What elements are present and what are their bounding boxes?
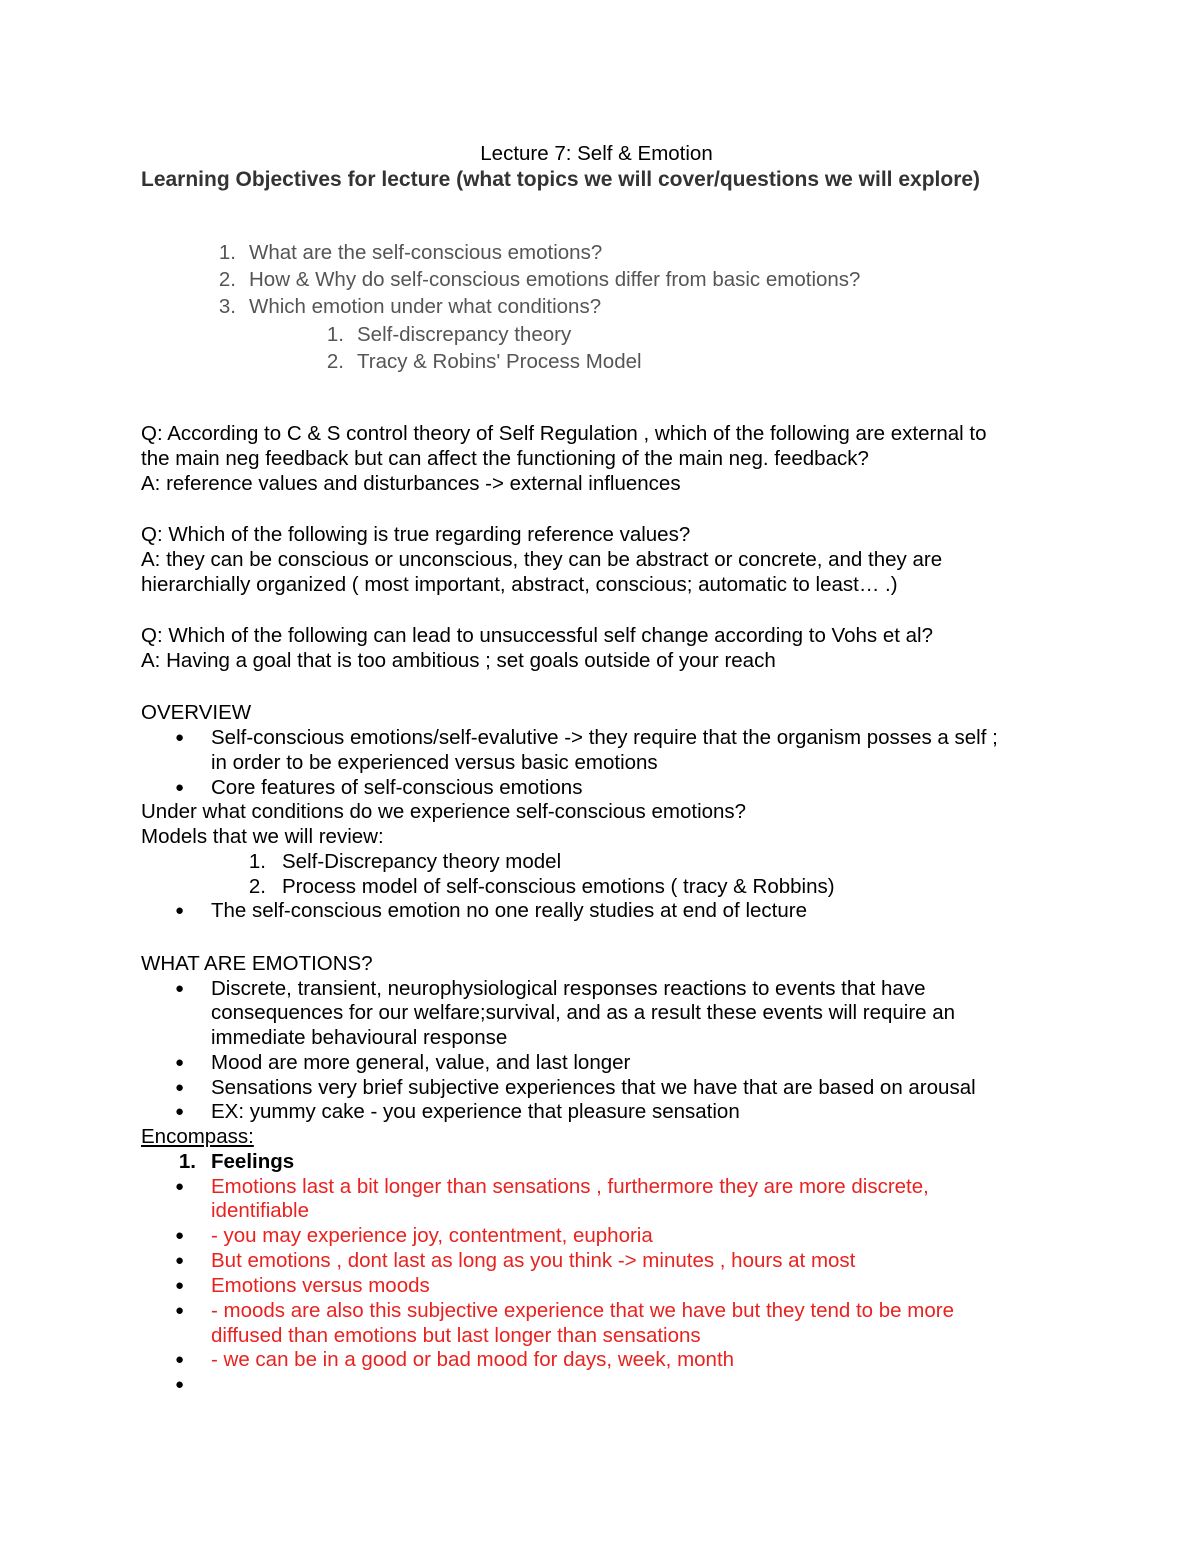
sub-objective-item: Tracy & Robins' Process Model [357,350,642,373]
list-item: The self-conscious emotion no one really studies at end of lecture [211,899,807,922]
answer-text: A: Having a goal that is too ambitious ; set goals outside of your reach [141,649,776,672]
objective-item: How & Why do self-conscious emotions differ from basic emotions? [249,268,861,291]
bullet-marker: ● [175,1054,185,1071]
objective-number: 3. [218,295,236,318]
red-note: - moods are also this subjective experience that we have but they tend to be more [211,1299,954,1322]
sub-objective-item: Self-discrepancy theory [357,323,572,346]
bullet-marker: ● [175,729,185,746]
objective-number: 2. [218,268,236,291]
feelings-title: Feelings [211,1150,295,1173]
bullet-marker: ● [175,1252,185,1269]
red-note: diffused than emotions but last longer than sensations [211,1324,701,1347]
list-item: Sensations very brief subjective experiences that we have that are based on arousal [211,1076,976,1099]
bullet-marker: ● [175,779,185,796]
red-note: identifiable [211,1199,310,1222]
model-item: Process model of self-conscious emotions ( tracy & Robbins) [282,875,835,898]
list-item: Self-conscious emotions/self-evalutive -> they require that the organism posses a self ; [211,726,998,749]
question-text: Q: Which of the following is true regarding reference values? [141,523,691,546]
list-item: consequences for our welfare;survival, and as a result these events will require an [211,1001,956,1024]
list-item: in order to be experienced versus basic emotions [211,751,658,774]
list-item: immediate behavioural response [211,1026,508,1049]
red-note: But emotions , dont last as long as you think -> minutes , hours at most [211,1249,856,1272]
bullet-marker: ● [175,1302,185,1319]
page-title: Lecture 7: Self & Emotion [480,142,713,165]
sub-objective-number: 1. [326,323,344,346]
answer-text: hierarchially organized ( most important, abstract, conscious; automatic to least… .) [141,573,898,596]
question-text: Q: According to C & S control theory of Self Regulation , which of the following are external to [141,422,987,445]
question-text: Q: Which of the following can lead to unsuccessful self change according to Vohs et al? [141,624,933,647]
model-number: 1. [248,850,266,873]
bullet-marker: ● [175,1178,185,1195]
red-note: Emotions last a bit longer than sensations , furthermore they are more discrete, [211,1175,929,1198]
red-note: - we can be in a good or bad mood for days, week, month [211,1348,735,1371]
bullet-marker: ● [175,1351,185,1368]
bullet-marker: ● [175,1277,185,1294]
answer-text: A: reference values and disturbances -> external influences [141,472,681,495]
list-item: Core features of self-conscious emotions [211,776,583,799]
model-number: 2. [248,875,266,898]
bullet-marker: ● [175,1227,185,1244]
bullet-marker: ● [175,1103,185,1120]
body-text: Under what conditions do we experience self-conscious emotions? [141,800,747,823]
answer-text: A: they can be conscious or unconscious, they can be abstract or concrete, and they are [141,548,943,571]
body-text: Models that we will review: [141,825,384,848]
encompass-label: Encompass: [141,1125,254,1148]
bullet-marker: ● [175,980,185,997]
objective-number: 1. [218,241,236,264]
bullet-marker: ● [175,1376,185,1393]
section-heading: WHAT ARE EMOTIONS? [141,952,373,975]
red-note: Emotions versus moods [211,1274,430,1297]
list-item: Discrete, transient, neurophysiological responses reactions to events that have [211,977,926,1000]
list-item: EX: yummy cake - you experience that pleasure sensation [211,1100,740,1123]
learning-objectives-heading: Learning Objectives for lecture (what topics we will cover/questions we will explore) [141,168,981,191]
bullet-marker: ● [175,1079,185,1096]
question-text: the main neg feedback but can affect the functioning of the main neg. feedback? [141,447,869,470]
objective-item: Which emotion under what conditions? [249,295,602,318]
list-item: Mood are more general, value, and last longer [211,1051,631,1074]
objective-item: What are the self-conscious emotions? [249,241,603,264]
red-note: - you may experience joy, contentment, euphoria [211,1224,653,1247]
model-item: Self-Discrepancy theory model [282,850,562,873]
bullet-marker: ● [175,902,185,919]
feelings-number: 1. [178,1150,196,1173]
overview-heading: OVERVIEW [141,701,252,724]
sub-objective-number: 2. [326,350,344,373]
